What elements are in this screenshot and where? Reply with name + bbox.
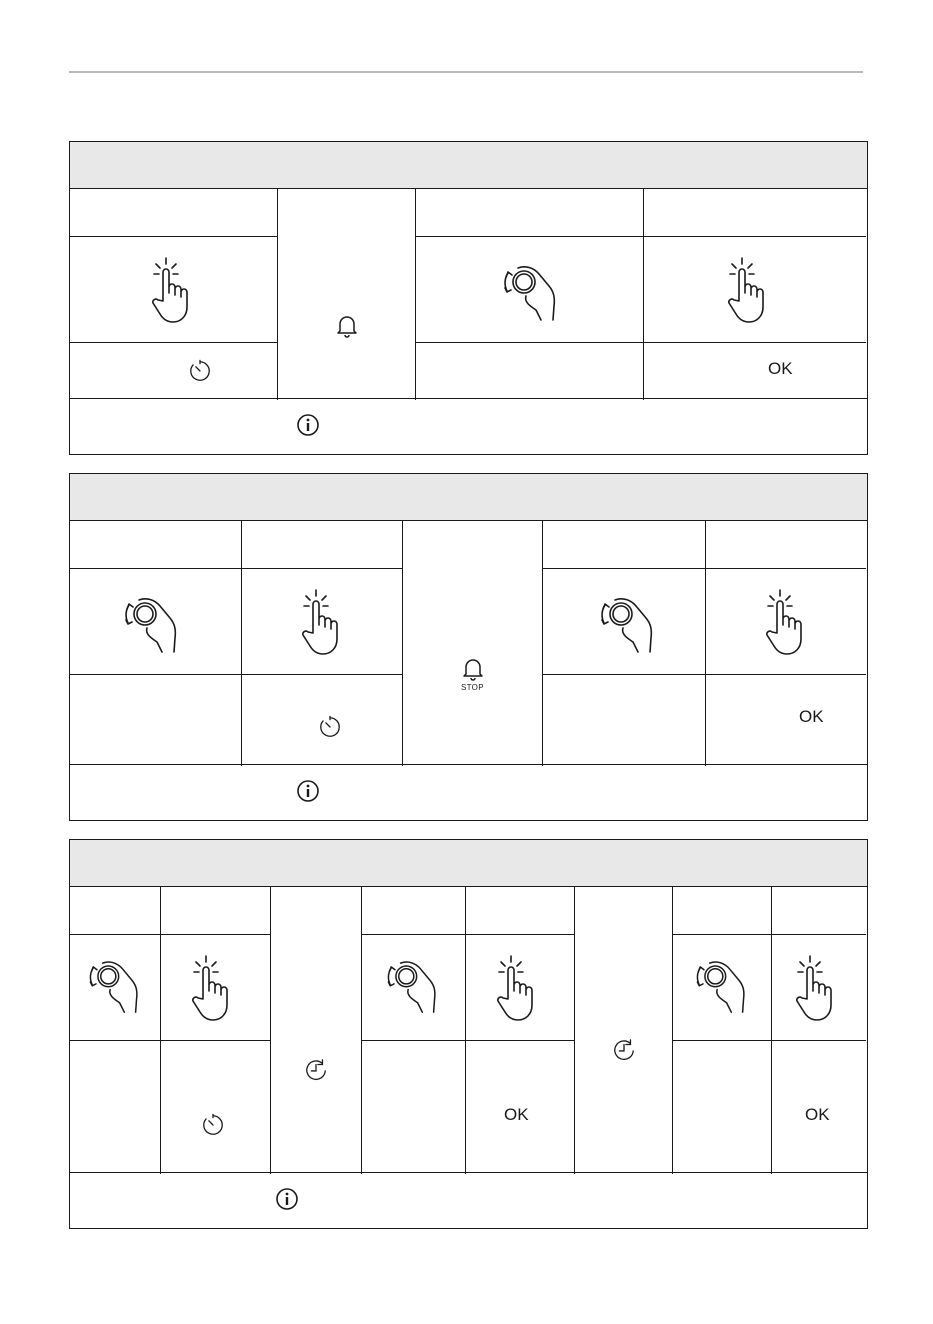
step-column — [416, 189, 644, 400]
timer-icon — [318, 715, 342, 739]
step-column — [575, 887, 673, 1174]
step-header-cell — [70, 887, 160, 935]
tap-icon — [296, 587, 356, 657]
step-header-cell — [772, 887, 866, 935]
step-column — [644, 189, 866, 400]
rotate-knob-icon — [115, 585, 185, 655]
step-gesture-cell — [673, 935, 771, 1041]
rotate-knob-icon — [591, 585, 661, 655]
ok-symbol: OK — [768, 359, 793, 378]
step-symbol-cell — [161, 1041, 270, 1174]
bell-stop-icon — [462, 656, 484, 682]
ok-symbol: OK — [805, 1105, 830, 1124]
step-gesture-cell — [543, 569, 705, 675]
step-column — [772, 887, 866, 1174]
step-header-cell — [416, 189, 643, 237]
panel-1-steps — [70, 189, 867, 400]
stop-label: STOP — [461, 683, 484, 692]
panel-2-header — [70, 474, 867, 521]
panel-1 — [69, 141, 868, 455]
step-column — [271, 887, 362, 1174]
timer-icon — [188, 359, 212, 383]
step-column — [543, 521, 706, 766]
tap-icon — [760, 587, 820, 657]
step-header-cell — [161, 887, 270, 935]
panel-2-note — [70, 764, 867, 820]
step-gesture-cell — [772, 935, 866, 1041]
timer-icon — [201, 1113, 225, 1137]
tap-icon — [186, 953, 246, 1023]
step-header-cell — [362, 887, 465, 935]
step-column — [466, 887, 575, 1174]
panel-3-note — [70, 1172, 867, 1228]
step-symbol-cell — [70, 1041, 160, 1174]
step-header-cell — [70, 189, 277, 237]
info-icon — [275, 1187, 299, 1211]
step-column — [242, 521, 403, 766]
rotate-knob-icon — [378, 949, 444, 1015]
rotate-knob-icon — [494, 253, 564, 323]
top-rule — [69, 71, 863, 73]
step-header-cell — [242, 521, 402, 569]
info-icon — [296, 413, 320, 437]
step-column — [673, 887, 772, 1174]
tap-icon — [491, 953, 551, 1023]
rotate-knob-icon — [80, 949, 146, 1015]
delayed-start-icon — [304, 1058, 328, 1082]
step-gesture-cell — [466, 935, 574, 1041]
step-header-cell — [673, 887, 771, 935]
step-gesture-cell — [644, 237, 866, 343]
ok-symbol: OK — [504, 1105, 529, 1124]
step-column — [362, 887, 466, 1174]
ok-symbol: OK — [799, 707, 824, 726]
step-gesture-cell — [362, 935, 465, 1041]
step-gesture-cell — [242, 569, 402, 675]
step-symbol-cell — [772, 1041, 866, 1174]
delayed-start-icon — [612, 1038, 636, 1062]
tap-icon — [722, 255, 782, 325]
step-gesture-cell — [70, 935, 160, 1041]
panel-1-header — [70, 142, 867, 189]
step-header-cell — [466, 887, 574, 935]
step-symbol-cell — [673, 1041, 771, 1174]
step-header-cell — [543, 521, 705, 569]
panel-1-note — [70, 398, 867, 454]
step-gesture-cell — [161, 935, 270, 1041]
step-symbol-cell — [242, 675, 402, 766]
bell-icon — [336, 313, 358, 339]
step-symbol-cell — [362, 1041, 465, 1174]
panel-2 — [69, 473, 868, 821]
tap-icon — [790, 953, 850, 1023]
step-gesture-cell — [416, 237, 643, 343]
step-symbol-cell — [70, 675, 241, 766]
step-gesture-cell — [706, 569, 866, 675]
step-column — [161, 887, 271, 1174]
step-column — [70, 887, 161, 1174]
step-header-cell — [644, 189, 866, 237]
step-column — [278, 189, 416, 400]
info-icon — [296, 779, 320, 803]
step-symbol-cell — [644, 343, 866, 400]
rotate-knob-icon — [687, 949, 753, 1015]
step-symbol-cell — [70, 343, 277, 400]
step-symbol-cell — [706, 675, 866, 766]
step-symbol-cell — [416, 343, 643, 400]
step-symbol-cell — [466, 1041, 574, 1174]
step-column — [706, 521, 866, 766]
step-header-cell — [70, 521, 241, 569]
step-gesture-cell — [70, 237, 277, 343]
panel-3-steps — [70, 887, 867, 1174]
step-column — [403, 521, 543, 766]
panel-3-header — [70, 840, 867, 887]
step-header-cell — [706, 521, 866, 569]
step-column — [70, 189, 278, 400]
step-gesture-cell — [70, 569, 241, 675]
panel-3 — [69, 839, 868, 1229]
tap-icon — [146, 255, 206, 325]
step-column — [70, 521, 242, 766]
panel-2-steps — [70, 521, 867, 766]
step-symbol-cell — [543, 675, 705, 766]
